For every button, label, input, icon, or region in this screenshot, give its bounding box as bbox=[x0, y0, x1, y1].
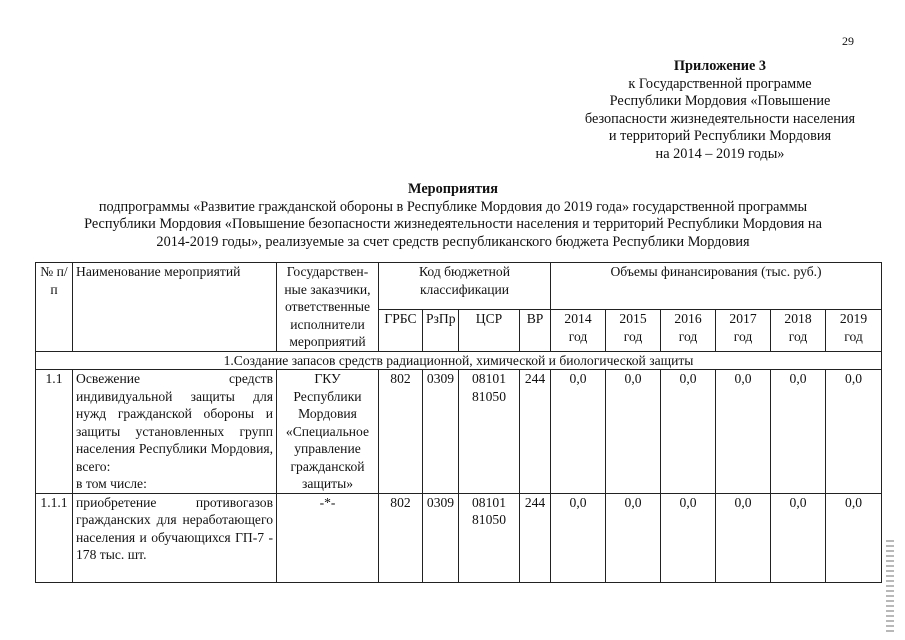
row-rzpr: 0309 bbox=[423, 370, 459, 494]
row-num: 1.1 bbox=[36, 370, 73, 494]
header-grbs: ГРБС bbox=[379, 310, 423, 351]
header-rzpr: РзПр bbox=[423, 310, 459, 351]
row-name-text: приобретение противогазов гражданских для неработающего населения и обучающихся ГП-7 - 178 тыс. шт. bbox=[76, 494, 273, 562]
appendix-line: Республики Мордовия «Повышение bbox=[609, 93, 831, 109]
header-year-2014: 2014 год bbox=[551, 310, 606, 351]
appendix-line: к Государственной программе bbox=[628, 75, 812, 92]
table-row bbox=[36, 493, 882, 582]
header-num: № п/п bbox=[36, 263, 73, 352]
row-vr: 244 bbox=[520, 493, 551, 582]
title-line: 2014-2019 годы», реализуемые за счет средств республиканского бюджета Республики Мордовия bbox=[156, 233, 750, 250]
row-csr: 08101 81050 bbox=[459, 493, 520, 582]
row-value-2017: 0,0 bbox=[716, 493, 771, 582]
row-value-2019: 0,0 bbox=[826, 493, 882, 582]
header-customer: Государствен-ные заказчики, ответственные исполнители мероприятий bbox=[277, 263, 379, 352]
row-value-2014: 0,0 bbox=[551, 370, 606, 494]
header-year-2019: 2019 год bbox=[826, 310, 882, 351]
title-line: подпрограммы «Развитие гражданской обороны в Республике Мордовия до 2019 года» государственной программы bbox=[98, 198, 808, 215]
header-vr: ВР bbox=[520, 310, 551, 351]
row-customer: -*- bbox=[277, 493, 379, 582]
row-num: 1.1.1 bbox=[36, 493, 73, 582]
row-name bbox=[73, 493, 277, 582]
margin-stamp-mark bbox=[886, 540, 894, 632]
page-number: 29 bbox=[842, 34, 854, 48]
row-name bbox=[73, 370, 277, 494]
row-grbs: 802 bbox=[379, 493, 423, 582]
title-line: Республики Мордовия «Повышение безопасности жизнедеятельности населения и территорий Республики Мордовия на bbox=[84, 216, 822, 232]
row-customer: ГКУ Республики Мордовия «Специальное управление гражданской защиты» bbox=[277, 370, 379, 494]
row-csr: 08101 81050 bbox=[459, 370, 520, 494]
row-value-2014: 0,0 bbox=[551, 493, 606, 582]
row-value-2016: 0,0 bbox=[661, 493, 716, 582]
header-year-2017: 2017 год bbox=[716, 310, 771, 351]
section-title: 1.Создание запасов средств радиационной, химической и биологической защиты bbox=[36, 351, 882, 370]
header-name: Наименование мероприятий bbox=[73, 263, 277, 352]
row-name-tail: в том числе: bbox=[76, 476, 147, 491]
header-year-2018: 2018 год bbox=[771, 310, 826, 351]
activities-table bbox=[35, 262, 882, 583]
appendix-heading: Приложение 3 bbox=[673, 58, 767, 74]
header-csr: ЦСР bbox=[459, 310, 520, 351]
row-grbs: 802 bbox=[379, 370, 423, 494]
header-code-group: Код бюджетной классификации bbox=[379, 263, 551, 310]
table-row bbox=[36, 370, 882, 494]
header-finance-group: Объемы финансирования (тыс. руб.) bbox=[551, 263, 882, 310]
header-year-2016: 2016 год bbox=[661, 310, 716, 351]
appendix-line: на 2014 – 2019 годы» bbox=[655, 145, 785, 162]
title-heading: Мероприятия bbox=[408, 181, 498, 197]
appendix-block bbox=[520, 58, 905, 163]
row-name-text: Освежение средств индивидуальной защиты для нужд гражданской обороны и защиты установленных групп населения Республики Мордовия, всего: bbox=[76, 371, 273, 474]
row-value-2015: 0,0 bbox=[606, 370, 661, 494]
section-row bbox=[36, 351, 882, 370]
row-value-2018: 0,0 bbox=[771, 493, 826, 582]
row-value-2018: 0,0 bbox=[771, 370, 826, 494]
row-value-2019: 0,0 bbox=[826, 370, 882, 494]
row-value-2017: 0,0 bbox=[716, 370, 771, 494]
row-value-2016: 0,0 bbox=[661, 370, 716, 494]
header-year-2015: 2015 год bbox=[606, 310, 661, 351]
appendix-line: безопасности жизнедеятельности населения bbox=[584, 110, 856, 127]
row-rzpr: 0309 bbox=[423, 493, 459, 582]
document-title bbox=[40, 181, 866, 251]
row-value-2015: 0,0 bbox=[606, 493, 661, 582]
header-row bbox=[36, 263, 882, 310]
appendix-line: и территорий Республики Мордовия bbox=[608, 128, 832, 144]
row-vr: 244 bbox=[520, 370, 551, 494]
